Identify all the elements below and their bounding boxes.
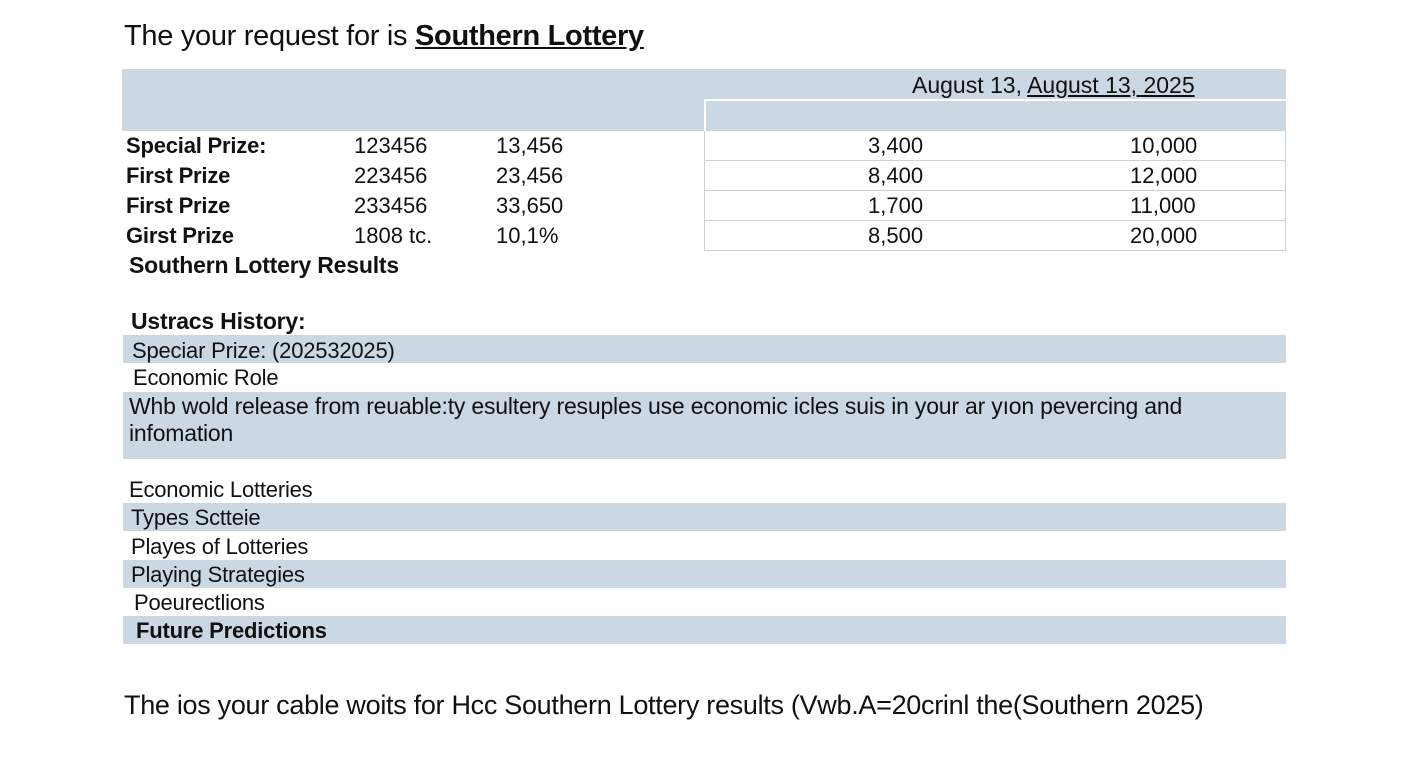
prize-number: 223456 — [354, 163, 428, 188]
prize-value: 10,1% — [496, 223, 559, 248]
prize-value-2: 3,400 — [868, 133, 924, 158]
page-heading — [124, 20, 644, 53]
prize-value: 23,456 — [496, 163, 564, 188]
list-item[interactable]: Playes of Lotteries — [131, 534, 309, 559]
list-item[interactable]: Playing Strategies — [131, 562, 305, 587]
history-paragraph: Whb wold release from reuable:ty esultery resuples use economic icles suis in your ar yıon pevercing and infomation — [129, 393, 1183, 446]
list-item[interactable]: Economic Lotteries — [129, 477, 313, 502]
heading-lottery-link[interactable]: Southern Lottery — [415, 20, 644, 52]
list-item[interactable]: Poeurectlions — [134, 590, 265, 615]
table-row — [122, 131, 1286, 161]
table-row — [122, 191, 1286, 221]
prize-value: 33,650 — [496, 193, 564, 218]
list-item-band — [123, 503, 1286, 531]
table-row — [122, 161, 1286, 191]
draw-date-prefix: August 13, — [912, 72, 1022, 98]
prize-number: 1808 tc. — [354, 223, 433, 248]
results-section-title: Southern Lottery Results — [129, 252, 399, 278]
prize-value-2: 8,500 — [868, 223, 924, 248]
prize-value-3: 20,000 — [1130, 223, 1198, 248]
footer-text: The ios your cable woits for Hcc Southern Lottery results (Vwb.A=20crinl the(Southern 2025) — [124, 690, 1204, 720]
prize-value-2: 8,400 — [868, 163, 924, 188]
heading-prefix: The your request for is — [124, 20, 408, 52]
prize-value-2: 1,700 — [868, 193, 924, 218]
economic-role-text: Economic Role — [133, 365, 279, 390]
list-item[interactable]: Future Predictions — [136, 618, 327, 643]
prize-label: Special Prize: — [126, 133, 267, 158]
prize-number: 233456 — [354, 193, 428, 218]
prize-label: First Prize — [126, 163, 231, 188]
table-row — [122, 221, 1286, 251]
prize-value: 13,456 — [496, 133, 564, 158]
prize-label: First Prize — [126, 193, 231, 218]
prize-label: Girst Prize — [126, 223, 234, 248]
results-table — [122, 69, 1286, 251]
prize-value-3: 10,000 — [1130, 133, 1198, 158]
table-subheader-right — [704, 99, 1286, 131]
special-prize-text: Speciar Prize: (202532025) — [132, 338, 395, 363]
prize-value-3: 11,000 — [1130, 193, 1196, 218]
draw-date — [912, 72, 1195, 99]
prize-value-3: 12,000 — [1130, 163, 1198, 188]
list-item[interactable]: Types Sctteie — [131, 505, 261, 530]
prize-number: 123456 — [354, 133, 428, 158]
table-subheader-left — [122, 99, 704, 131]
history-section-title: Ustracs History: — [131, 308, 306, 334]
draw-date-link[interactable]: August 13, 2025 — [1027, 72, 1195, 98]
